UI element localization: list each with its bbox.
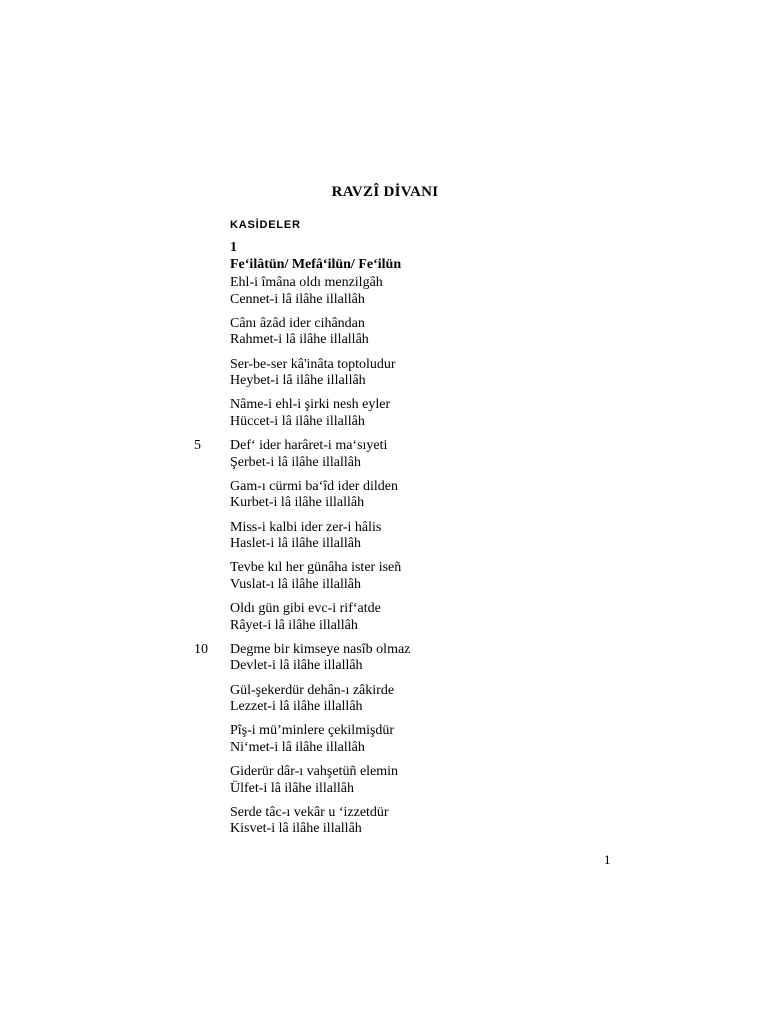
second-hemistich: Cennet-i lâ ilâhe illallâh xyxy=(230,291,365,307)
second-hemistich: Şerbet-i lâ ilâhe illallâh xyxy=(230,454,362,470)
couplet xyxy=(0,520,768,561)
first-hemistich: Nâme-i ehl-i şirki nesh eyler xyxy=(230,397,391,413)
first-hemistich: Giderür dâr-ı vahşetüñ elemin xyxy=(230,764,399,779)
second-hemistich: Hüccet-i lâ ilâhe illallâh xyxy=(230,413,365,429)
couplet xyxy=(0,560,768,601)
page-title: RAVZÎ DİVANI xyxy=(331,184,439,200)
first-hemistich: Ehl-i îmâna oldı menzilgâh xyxy=(230,275,383,290)
couplet xyxy=(0,275,768,316)
second-hemistich: Vuslat-ı lâ ilâhe illallâh xyxy=(230,576,361,592)
first-hemistich: Cânı âzâd ider cihândan xyxy=(230,315,365,331)
couplet xyxy=(0,316,768,357)
second-hemistich: Ni‘met-i lâ ilâhe illallâh xyxy=(230,739,365,755)
couplet xyxy=(0,397,768,438)
first-hemistich: Degme bir kimseye nasîb olmaz xyxy=(230,641,411,657)
first-hemistich: Tevbe kıl her günâha ister iseñ xyxy=(230,560,402,576)
second-hemistich: Rahmet-i lâ ilâhe illallâh xyxy=(230,332,369,348)
couplet xyxy=(0,723,768,764)
couplet xyxy=(0,601,768,642)
second-hemistich: Râyet-i lâ ilâhe illallâh xyxy=(230,617,358,633)
first-hemistich: Oldı gün gibi evc-i rif‘atde xyxy=(230,601,381,616)
second-hemistich: Kisvet-i lâ ilâhe illallâh xyxy=(230,821,362,837)
second-hemistich: Lezzet-i lâ ilâhe illallâh xyxy=(230,699,363,714)
couplet xyxy=(0,764,768,805)
first-hemistich: Miss-i kalbi ider zer-i hâlis xyxy=(230,519,382,535)
first-hemistich: Ser-be-ser kâ'inâta toptoludur xyxy=(230,356,396,372)
poem-number: 1 xyxy=(230,240,237,255)
second-hemistich: Heybet-i lâ ilâhe illallâh xyxy=(230,373,366,388)
page-number: 1 xyxy=(604,852,611,867)
first-hemistich: Serde tâc-ı vekâr u ‘izzetdür xyxy=(230,804,389,820)
second-hemistich: Devlet-i lâ ilâhe illallâh xyxy=(230,658,363,674)
section-heading: KASİDELER xyxy=(230,219,301,231)
couplet xyxy=(0,805,768,846)
first-hemistich: Pîş-i mü’minlere çekilmişdür xyxy=(230,723,395,739)
couplet-number: 5 xyxy=(194,438,201,453)
first-hemistich: Gül-şekerdür dehân-ı zâkirde xyxy=(230,682,395,698)
meter-label: Fe‘ilâtün/ Mefâ‘ilün/ Fe‘ilün xyxy=(230,257,402,272)
couplet xyxy=(0,438,768,479)
second-hemistich: Haslet-i lâ ilâhe illallâh xyxy=(230,536,362,551)
couplet xyxy=(0,479,768,520)
second-hemistich: Kurbet-i lâ ilâhe illallâh xyxy=(230,495,365,511)
couplet xyxy=(0,642,768,683)
second-hemistich: Ülfet-i lâ ilâhe illallâh xyxy=(230,780,355,796)
first-hemistich: Gam-ı cürmi ba‘îd ider dilden xyxy=(230,478,398,494)
couplet xyxy=(0,683,768,724)
couplet-number: 10 xyxy=(194,641,208,657)
couplet xyxy=(0,357,768,398)
couplet-list xyxy=(0,275,768,846)
first-hemistich: Def‘ ider harâret-i ma‘sıyeti xyxy=(230,438,388,453)
